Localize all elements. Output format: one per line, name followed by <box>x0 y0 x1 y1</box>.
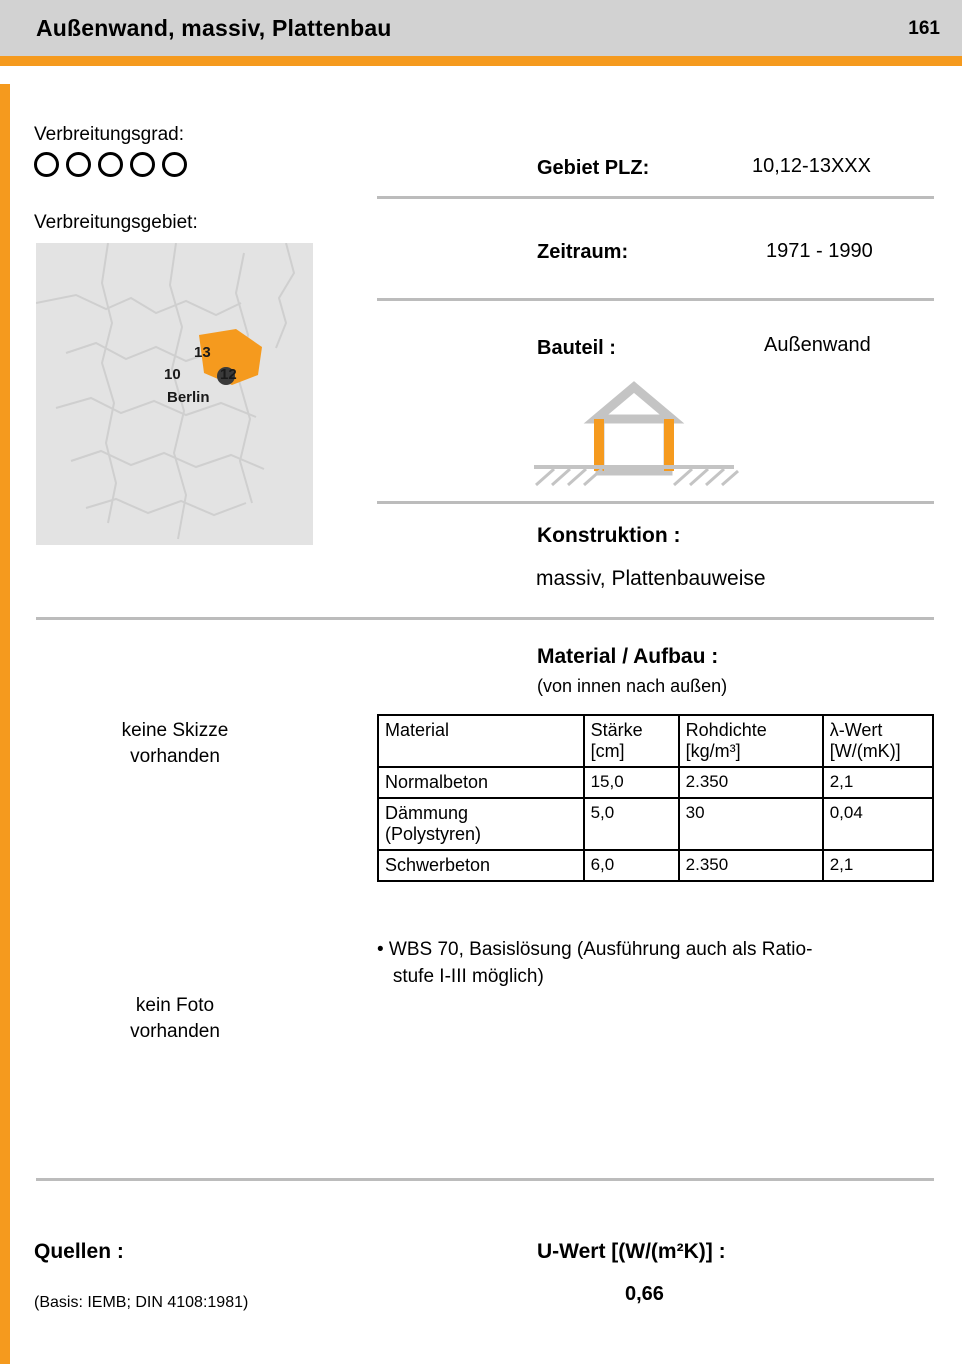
map-label-13: 13 <box>194 344 211 361</box>
table-row <box>378 798 933 850</box>
table-row <box>378 850 933 881</box>
area-plz-label: Gebiet PLZ: <box>537 157 650 179</box>
table-row <box>378 767 933 798</box>
header-accent-bar <box>0 56 962 66</box>
map-label-berlin: Berlin <box>167 389 210 406</box>
component-value: Außenwand <box>764 334 871 356</box>
material-build-up-label: Material / Aufbau : <box>537 645 719 668</box>
area-plz-value: 10,12-13XXX <box>752 155 871 177</box>
map-label-10: 10 <box>164 366 181 383</box>
period-value: 1971 - 1990 <box>766 240 873 262</box>
cell-material: Normalbeton <box>378 767 584 798</box>
cell-staerke: 5,0 <box>584 798 679 850</box>
period-label: Zeitraum: <box>537 241 629 263</box>
page-number: 161 <box>908 18 940 39</box>
house-outline-icon <box>524 375 744 495</box>
distribution-degree-label: Verbreitungsgrad: <box>34 124 184 145</box>
page-title: Außenwand, massiv, Plattenbau <box>36 15 392 41</box>
table-header-rohdichte: Rohdichte [kg/m³] <box>679 715 823 767</box>
distribution-degree-rating <box>34 152 187 177</box>
sources-label: Quellen : <box>34 1240 124 1263</box>
cell-rohdichte: 2.350 <box>679 767 823 798</box>
construction-value: massiv, Plattenbauweise <box>536 567 766 590</box>
cell-lambda: 2,1 <box>823 850 933 881</box>
divider-bauteil <box>377 501 934 504</box>
no-sketch-placeholder: keine Skizze vorhanden <box>121 720 229 767</box>
divider-plz <box>377 196 934 199</box>
map-label-12: 12 <box>220 366 237 383</box>
table-header-staerke: Stärke [cm] <box>584 715 679 767</box>
table-header-row <box>378 715 933 767</box>
table-header-material: Material <box>378 715 584 767</box>
divider-footer <box>36 1178 934 1181</box>
no-photo-placeholder: kein Foto vorhanden <box>130 995 220 1042</box>
distribution-area-label: Verbreitungsgebiet: <box>34 212 198 233</box>
component-label: Bauteil : <box>537 337 616 359</box>
table-header-lambda: λ-Wert [W/(mK)] <box>823 715 933 767</box>
cell-rohdichte: 30 <box>679 798 823 850</box>
rating-circle-4 <box>130 152 155 177</box>
cell-lambda: 2,1 <box>823 767 933 798</box>
u-value-number: 0,66 <box>625 1283 664 1305</box>
divider-konstruktion <box>36 617 934 620</box>
cell-staerke: 6,0 <box>584 850 679 881</box>
rating-circle-5 <box>162 152 187 177</box>
construction-label: Konstruktion : <box>537 524 681 547</box>
left-accent-bar <box>0 84 10 1364</box>
construction-note: • WBS 70, Basislösung (Ausführung auch als Ratio- stufe I-III möglich) <box>377 939 813 987</box>
cell-material: Schwerbeton <box>378 850 584 881</box>
cell-staerke: 15,0 <box>584 767 679 798</box>
cell-material: Dämmung (Polystyren) <box>378 798 584 850</box>
material-build-up-sublabel: (von innen nach außen) <box>537 676 728 696</box>
rating-circle-2 <box>66 152 91 177</box>
divider-zeitraum <box>377 298 934 301</box>
sources-value: (Basis: IEMB; DIN 4108:1981) <box>34 1294 249 1311</box>
rating-circle-1 <box>34 152 59 177</box>
material-table <box>377 714 934 882</box>
cell-rohdichte: 2.350 <box>679 850 823 881</box>
u-value-label: U-Wert [(W/(m²K)] : <box>537 1240 726 1263</box>
distribution-map <box>36 243 313 545</box>
rating-circle-3 <box>98 152 123 177</box>
cell-lambda: 0,04 <box>823 798 933 850</box>
